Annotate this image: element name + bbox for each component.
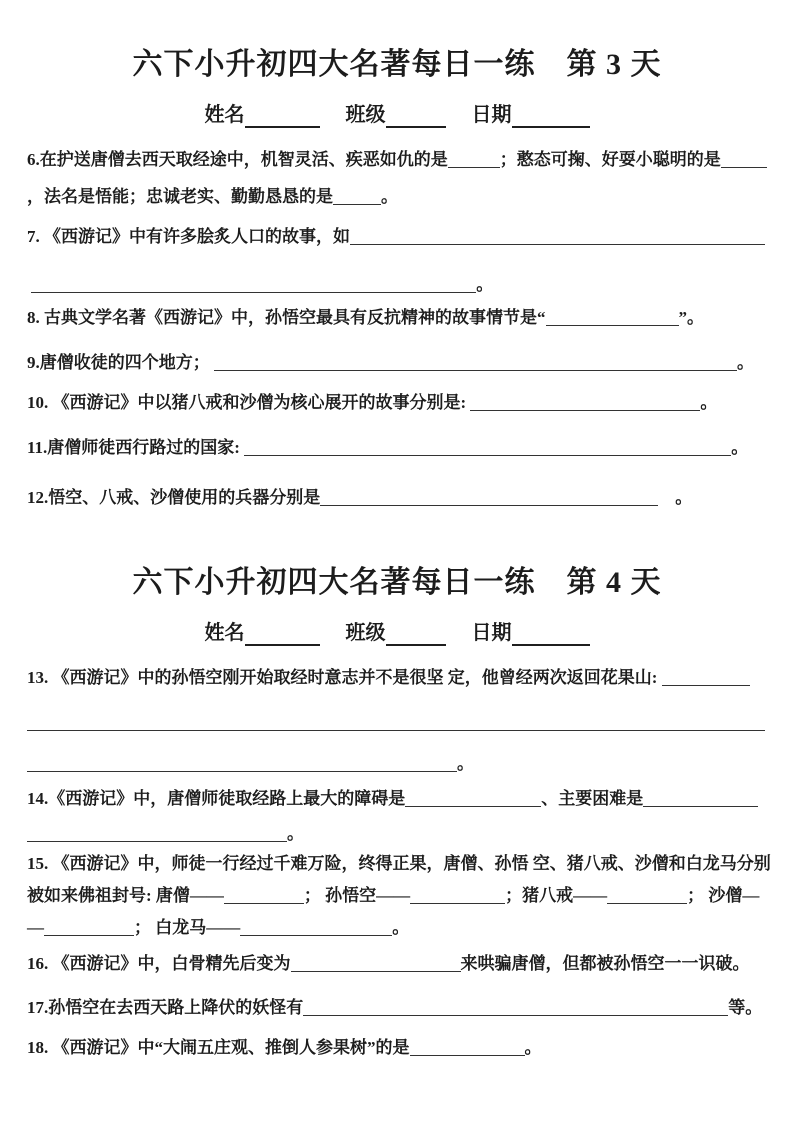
field-label: 班级 bbox=[345, 104, 386, 126]
answer-blank-line bbox=[546, 311, 679, 326]
answer-blank-line bbox=[333, 190, 381, 205]
question-text: 。 bbox=[700, 393, 718, 412]
question-text: 15. 《西游记》中，师徒一行经过千难万险，终得正果，唐僧、孙悟 空、猪八戒、沙僧和白龙马分别 bbox=[27, 854, 771, 873]
question-line bbox=[27, 711, 767, 735]
question-text: 17.孙悟空在去西天路上降伏的妖怪有 bbox=[27, 998, 304, 1017]
question-text: 13. 《西游记》中的孙悟空刚开始取经时意志并不是很坚 定，他曾经两次返回花果山: bbox=[27, 668, 662, 687]
answer-blank-line bbox=[662, 671, 750, 686]
answer-blank-line bbox=[470, 396, 700, 411]
question-list bbox=[27, 666, 771, 1060]
answer-blank-line bbox=[303, 1001, 728, 1016]
question-text: 、主要困难是 bbox=[541, 789, 644, 808]
question bbox=[27, 351, 767, 375]
worksheet-section bbox=[27, 562, 771, 1060]
field-group bbox=[472, 620, 590, 646]
answer-blank-line bbox=[448, 153, 500, 168]
worksheet-sections bbox=[27, 44, 771, 1060]
question-text: — bbox=[27, 918, 44, 937]
field-blank-line bbox=[512, 626, 590, 646]
field-group bbox=[346, 102, 446, 128]
field-label: 日期 bbox=[471, 622, 512, 644]
question-text: 来哄骗唐僧，但都被孙悟空一一识破。 bbox=[460, 954, 750, 973]
question-text: 。 bbox=[381, 187, 398, 206]
answer-blank-line bbox=[214, 356, 737, 371]
question-text: 6.在护送唐僧去西天取经途中，机智灵活、疾恶如仇的是 bbox=[27, 150, 448, 169]
answer-blank-line bbox=[350, 230, 765, 245]
question-line bbox=[27, 884, 767, 908]
field-label: 姓名 bbox=[204, 622, 245, 644]
question bbox=[27, 952, 767, 976]
question-line bbox=[27, 306, 767, 330]
question-line bbox=[27, 148, 767, 172]
question bbox=[27, 436, 767, 460]
answer-blank-line bbox=[27, 757, 457, 772]
answer-blank-line bbox=[410, 889, 505, 904]
question-line bbox=[27, 822, 767, 846]
question-line bbox=[27, 996, 767, 1020]
field-blank-line bbox=[245, 108, 320, 128]
question-text: 。 bbox=[524, 1038, 542, 1057]
question-line bbox=[27, 185, 767, 209]
question bbox=[27, 391, 767, 415]
question-line bbox=[27, 787, 767, 811]
question-text: ；猪八戒—— bbox=[505, 886, 608, 905]
field-blank-line bbox=[386, 626, 446, 646]
question-text: 。 bbox=[737, 353, 754, 372]
field-group bbox=[205, 620, 320, 646]
field-blank-line bbox=[512, 108, 590, 128]
question-line bbox=[27, 666, 767, 690]
question-text: 14.《西游记》中，唐僧师徒取经路上最大的障碍是 bbox=[27, 789, 406, 808]
question-text: 。 bbox=[476, 275, 494, 294]
answer-blank-line bbox=[27, 827, 287, 842]
question-line bbox=[27, 436, 767, 460]
question-text: 10. 《西游记》中以猪八戒和沙僧为核心展开的故事分别是: bbox=[27, 393, 471, 412]
question bbox=[27, 787, 767, 846]
question-text: 8. 古典文学名著《西游记》中，孙悟空最具有反抗精神的故事情节是“ bbox=[27, 308, 546, 327]
answer-blank-line bbox=[240, 921, 392, 936]
field-group bbox=[346, 620, 446, 646]
question-text: ； 沙僧— bbox=[687, 886, 760, 905]
question bbox=[27, 666, 767, 776]
question-line bbox=[27, 225, 767, 249]
worksheet-section bbox=[27, 44, 767, 510]
field-label: 班级 bbox=[345, 622, 386, 644]
question-line bbox=[27, 852, 771, 876]
question-text: 。 bbox=[658, 488, 693, 507]
answer-blank-line bbox=[27, 716, 765, 731]
question bbox=[27, 486, 767, 510]
question bbox=[27, 996, 767, 1020]
answer-blank-line bbox=[224, 889, 304, 904]
question-text: ”。 bbox=[678, 308, 704, 327]
question-text: 16. 《西游记》中，白骨精先后变为 bbox=[27, 954, 291, 973]
section-title: 六下小升初四大名著每日一练 第 3 天 bbox=[132, 48, 662, 81]
question-text: 7. 《西游记》中有许多脍炙人口的故事，如 bbox=[27, 227, 350, 246]
field-group bbox=[205, 102, 320, 128]
question-text: ； 孙悟空—— bbox=[303, 886, 411, 905]
answer-blank-line bbox=[643, 792, 758, 807]
question-text: 。 bbox=[457, 754, 474, 773]
question-line bbox=[27, 1036, 767, 1060]
question-text: ；憨态可掬、好耍小聪明的是 bbox=[499, 150, 721, 169]
answer-blank-line bbox=[31, 278, 476, 293]
answer-blank-line bbox=[291, 957, 461, 972]
question bbox=[27, 306, 767, 330]
question-text: 11.唐僧师徒西行路过的国家: bbox=[27, 438, 245, 457]
field-group bbox=[472, 102, 590, 128]
question-line bbox=[27, 916, 767, 940]
question-text: 12.悟空、八戒、沙僧使用的兵器分别是 bbox=[27, 488, 321, 507]
answer-blank-line bbox=[410, 1041, 525, 1056]
question-list bbox=[27, 148, 767, 510]
field-label: 日期 bbox=[471, 104, 512, 126]
question-line bbox=[27, 273, 767, 297]
question-text: 。 bbox=[731, 438, 749, 457]
field-blank-line bbox=[386, 108, 446, 128]
answer-blank-line bbox=[244, 441, 731, 456]
question-text: ； 白龙马—— bbox=[134, 918, 241, 937]
question-text: ，法名是悟能；忠诚老实、勤勤恳恳的是 bbox=[27, 187, 333, 206]
question bbox=[27, 225, 767, 297]
question-line bbox=[27, 351, 767, 375]
question-line bbox=[27, 391, 767, 415]
fields-row bbox=[27, 102, 767, 128]
answer-blank-line bbox=[607, 889, 687, 904]
question-text: 。 bbox=[392, 918, 410, 937]
section-title: 六下小升初四大名著每日一练 第 4 天 bbox=[132, 566, 662, 599]
question-text: 。 bbox=[287, 824, 304, 843]
question bbox=[27, 1036, 767, 1060]
answer-blank-line bbox=[320, 491, 658, 506]
fields-row bbox=[27, 620, 767, 646]
field-blank-line bbox=[245, 626, 320, 646]
question-line bbox=[27, 752, 767, 776]
question bbox=[27, 852, 771, 940]
question-text: 18. 《西游记》中“大闹五庄观、推倒人参果树”的是 bbox=[27, 1038, 410, 1057]
question bbox=[27, 148, 767, 209]
answer-blank-line bbox=[44, 921, 134, 936]
question-line bbox=[27, 952, 767, 976]
question-text: 等。 bbox=[728, 998, 763, 1017]
question-text: 被如来佛祖封号: 唐僧—— bbox=[27, 886, 224, 905]
question-text: 9.唐僧收徒的四个地方； bbox=[27, 353, 214, 372]
question-line bbox=[27, 486, 767, 510]
answer-blank-line bbox=[721, 153, 767, 168]
answer-blank-line bbox=[405, 792, 541, 807]
field-label: 姓名 bbox=[204, 104, 245, 126]
